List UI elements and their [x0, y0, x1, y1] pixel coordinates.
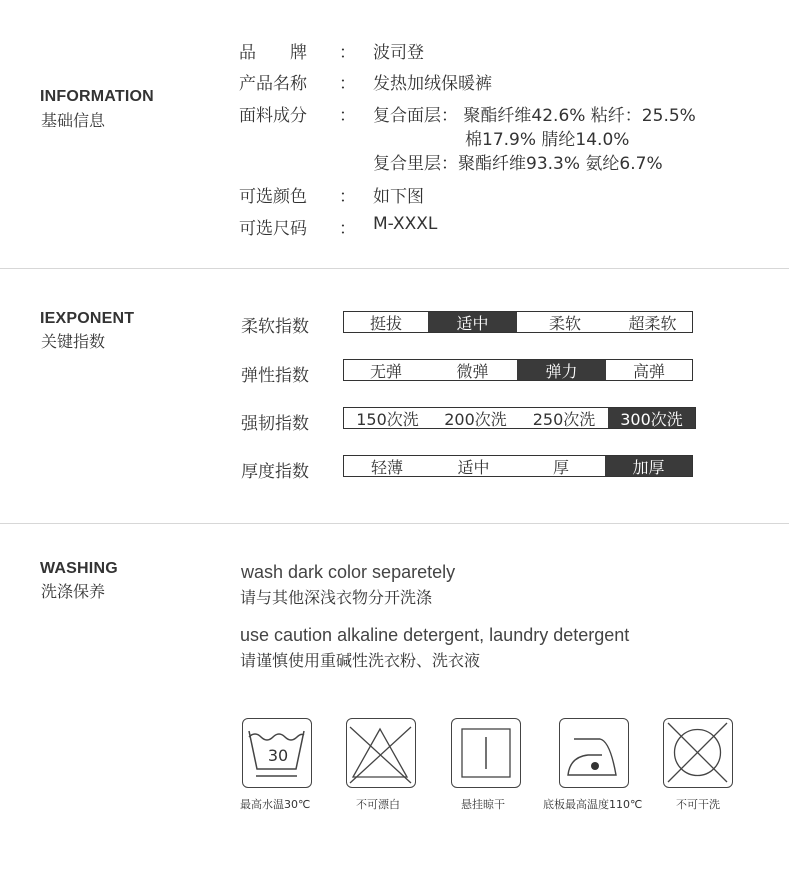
exponent-title-en: IEXPONENT: [40, 310, 135, 327]
scale-option: 轻薄: [370, 457, 403, 477]
scale-option: 挺拔: [369, 313, 402, 333]
info-value: 如下图: [373, 187, 424, 207]
hang-dry-icon: [451, 718, 521, 788]
exponent-title-cn: 关键指数: [41, 332, 106, 351]
section-divider: [0, 523, 789, 524]
scale-option: 200次洗: [444, 409, 507, 429]
scale-option: 150次洗: [356, 409, 419, 429]
care-label: 不可漂白: [356, 798, 400, 811]
no-bleach-icon: [346, 718, 416, 788]
care-label: 不可干洗: [676, 798, 720, 811]
elasticity-scale: [343, 359, 693, 381]
washing-title-cn: 洗涤保养: [41, 582, 106, 601]
wash-note-cn: 请谨慎使用重碱性洗衣粉、洗衣液: [240, 651, 481, 670]
durability-label: 强韧指数: [241, 414, 309, 434]
information-title-en: INFORMATION: [40, 88, 154, 105]
fabric-line-3: 复合里层：聚酯纤维93.3% 氨纶6.7%: [373, 154, 663, 174]
information-title-cn: 基础信息: [41, 111, 106, 130]
scale-option: 适中: [457, 457, 490, 477]
info-colon: ：: [339, 43, 356, 63]
info-colon: ：: [339, 74, 356, 94]
wash-temp: 30: [267, 746, 289, 765]
scale-option-selected: 300次洗: [608, 408, 695, 428]
info-value: 波司登: [373, 43, 424, 63]
no-dry-clean-icon: [663, 718, 733, 788]
wash-note-cn: 请与其他深浅衣物分开洗涤: [240, 588, 433, 607]
thickness-label: 厚度指数: [241, 462, 309, 482]
iron-110-icon: [559, 718, 629, 788]
scale-option: 250次洗: [532, 409, 596, 429]
info-value: 发热加绒保暖裤: [373, 74, 492, 94]
scale-option: 柔软: [548, 313, 581, 333]
thickness-scale: [343, 455, 693, 477]
care-label: 最高水温30℃: [240, 798, 311, 811]
scale-option: 微弹: [456, 361, 489, 381]
care-label: 底板最高温度110℃: [543, 798, 643, 811]
washing-title-en: WASHING: [40, 560, 118, 577]
info-colon: ：: [339, 187, 356, 207]
softness-label: 柔软指数: [241, 317, 309, 337]
scale-option-selected: 适中: [428, 312, 517, 332]
scale-option: 超柔软: [628, 313, 677, 333]
scale-option: 高弹: [632, 361, 665, 381]
info-key: 可选颜色: [239, 187, 307, 207]
scale-option-selected: 加厚: [605, 456, 692, 476]
scale-option-selected: 弹力: [517, 360, 606, 380]
info-key: 面料成分: [239, 106, 307, 126]
fabric-line-2: 棉17.9% 腈纶14.0%: [465, 130, 630, 150]
info-key: 品 牌: [239, 43, 307, 63]
info-colon: ：: [339, 219, 356, 239]
wash-note-en: use caution alkaline detergent, laundry detergent: [240, 625, 630, 645]
scale-option: 厚: [552, 457, 569, 477]
scale-option: 无弹: [369, 361, 402, 381]
durability-scale: [343, 407, 696, 429]
care-label: 悬挂晾干: [461, 798, 505, 811]
elasticity-label: 弹性指数: [241, 366, 309, 386]
info-key: 可选尺码: [239, 219, 307, 239]
fabric-line-1: 复合面层： 聚酯纤维42.6% 粘纤：25.5%: [373, 106, 696, 126]
wash-note-en: wash dark color separetely: [241, 562, 456, 582]
softness-scale: [343, 311, 693, 333]
info-key: 产品名称: [239, 74, 307, 94]
section-divider: [0, 268, 789, 269]
info-value: M-XXXL: [373, 214, 438, 234]
info-colon: ：: [339, 106, 356, 126]
wash-30-icon: [242, 718, 312, 788]
